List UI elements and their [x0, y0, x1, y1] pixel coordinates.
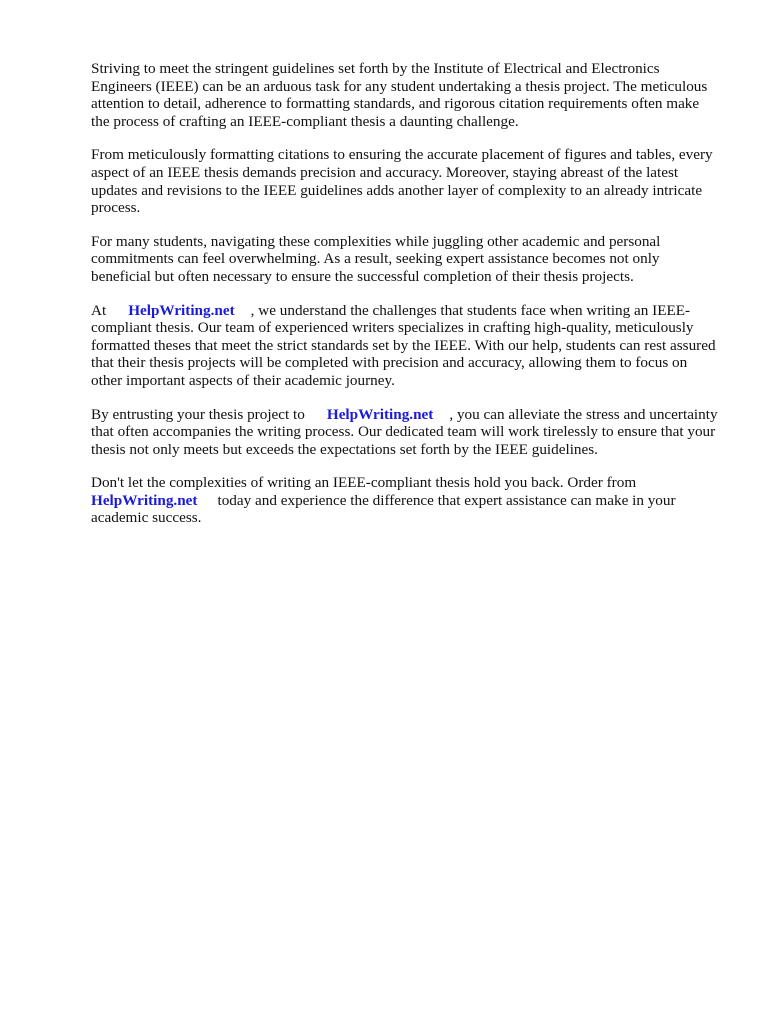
- paragraph-call-to-action: [91, 474, 721, 527]
- paragraph-text: today and experience the difference that expert assistance can make in your academic success.: [91, 491, 676, 527]
- paragraph-text: By entrusting your thesis project to: [91, 405, 305, 423]
- document-body: [91, 60, 721, 543]
- paragraph-text: , we understand the challenges that students face when writing an IEEE-compliant thesis. Our team of experienced writers specializes in crafting high-quality, meticulously formatted theses that meet the strict standards set by the IEEE. With our help, students can rest assured that their thesis projects will be completed with precision and accuracy, allowing them to focus on other important aspects of their academic journey.: [91, 301, 716, 389]
- paragraph-formatting: From meticulously formatting citations to ensuring the accurate placement of figures and tables, every aspect of an IEEE thesis demands precision and accuracy. Moreover, staying abreast of the latest updates and revisions to the IEEE guidelines adds another layer of complexity to an already intricate process.: [91, 146, 713, 217]
- paragraph-text: , you can alleviate the stress and uncertainty that often accompanies the writing process. Our dedicated team will work tirelessly to ensure that your thesis not only meets but exceeds the expectations set forth by the IEEE guidelines.: [91, 405, 718, 458]
- helpwriting-link[interactable]: HelpWriting.net: [91, 491, 198, 509]
- paragraph-intro: Striving to meet the stringent guidelines set forth by the Institute of Electrical and Electronics Engineers (IEEE) can be an arduous task for any student undertaking a thesis project. The meticulous attention to detail, adherence to formatting standards, and rigorous citation requirements often make the process of crafting an IEEE-compliant thesis a daunting challenge.: [91, 60, 708, 130]
- paragraph-text: Don't let the complexities of writing an IEEE-compliant thesis hold you back. Order from: [91, 474, 637, 492]
- paragraph-text: At: [91, 301, 107, 319]
- helpwriting-link[interactable]: HelpWriting.net: [128, 301, 235, 319]
- paragraph-entrusting: [91, 406, 721, 459]
- paragraph-about-service: [91, 302, 721, 390]
- helpwriting-link[interactable]: HelpWriting.net: [326, 405, 434, 423]
- paragraph-students: For many students, navigating these complexities while juggling other academic and personal commitments can feel overwhelming. As a result, seeking expert assistance becomes not only beneficial but often necessary to ensure the successful completion of their thesis projects.: [91, 232, 661, 285]
